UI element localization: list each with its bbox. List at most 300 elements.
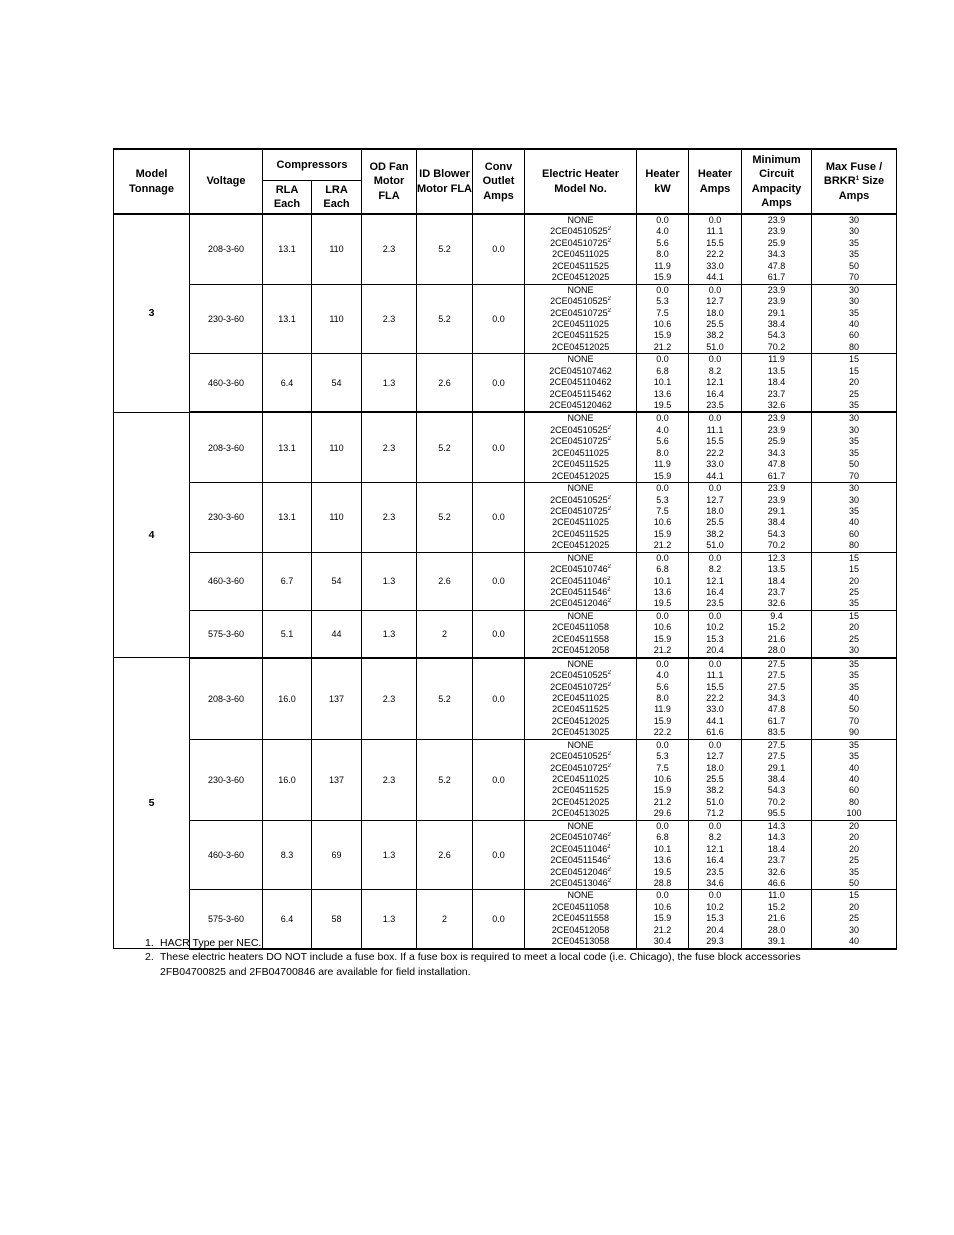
min-circuit-ampacity-item: 23.9	[767, 226, 786, 237]
footnote-text: These electric heaters DO NOT include a fuse box. If a fuse box is required to meet a local code (i.e. Chicago), the fuse block accessories 2FB04700825 and 2FB04700846 are available for field installation.	[160, 951, 801, 978]
min-circuit-ampacity-item: 23.7	[767, 388, 786, 399]
heater-amps	[689, 284, 742, 354]
min-circuit-ampacity-item: 54.3	[767, 330, 786, 341]
heater-model-item: 2CE04511558	[552, 913, 609, 924]
max-fuse-item: 15	[849, 552, 860, 563]
heater-kw-item: 28.8	[653, 877, 672, 888]
heater-kw-item: 15.9	[653, 785, 672, 796]
heater-kw-item: 5.6	[656, 436, 669, 447]
min-circuit-ampacity-item: 9.4	[770, 610, 783, 621]
max-fuse-item: 40	[849, 517, 860, 528]
heater-amps-item: 44.1	[706, 470, 724, 481]
lra-cell: 110	[312, 284, 362, 354]
heater-model	[525, 658, 637, 740]
heater-amps-item: 10.2	[706, 901, 724, 912]
heater-amps-item: 0.0	[708, 820, 722, 831]
max-fuse-item: 15	[849, 610, 860, 621]
footnote-marker: 2	[607, 598, 611, 605]
heater-kw-item: 10.1	[653, 377, 672, 388]
min-circuit-ampacity-item: 23.9	[767, 413, 786, 424]
heater-kw-item: 5.3	[656, 751, 669, 762]
min-circuit-ampacity-item: 15.2	[767, 622, 786, 633]
max-fuse-item: 30	[849, 226, 860, 237]
max-fuse-item: 35	[849, 237, 860, 248]
heater-kw	[637, 552, 689, 610]
heater-model-item: NONE	[567, 354, 594, 365]
min-circuit-ampacity-item: 27.5	[767, 681, 786, 692]
heater-kw-item: 7.5	[656, 307, 669, 318]
conv-outlet-cell: 0.0	[473, 610, 525, 657]
header-heater-kw: Heater kW	[637, 149, 689, 214]
table-row	[114, 214, 897, 284]
heater-amps-item: 8.2	[708, 832, 722, 843]
heater-model-item: 2CE04511546$^2$	[550, 587, 611, 597]
heater-amps-item: 44.1	[706, 272, 724, 283]
heater-model-item: 2CE04512025	[551, 540, 610, 551]
heater-amps-item: 25.5	[706, 517, 724, 528]
min-circuit-ampacity-item: 15.2	[767, 901, 786, 912]
max-fuse-item: 50	[849, 877, 860, 888]
voltage-cell: 230-3-60	[190, 284, 263, 354]
table-row	[114, 610, 897, 657]
heater-amps-item: 33.0	[706, 260, 724, 271]
heater-kw-item: 13.6	[653, 388, 672, 399]
heater-model-item: 2CE04512025	[551, 272, 610, 283]
footnote-number: 2.	[145, 951, 154, 964]
header-compressors: Compressors	[263, 149, 362, 181]
heater-model-item: 2CE04510746$^2$	[550, 832, 611, 843]
footnote-1	[145, 936, 865, 950]
conv-outlet-cell: 0.0	[473, 354, 525, 413]
heater-amps-item: 20.4	[706, 924, 724, 935]
header-electric-heater-model: Electric Heater Model No.	[525, 149, 637, 214]
heater-kw	[637, 610, 689, 657]
heater-amps-item: 15.5	[706, 436, 724, 447]
rla-cell: 16.0	[263, 658, 312, 740]
heater-amps-item: 38.2	[706, 528, 724, 539]
heater-kw-item: 21.2	[653, 796, 672, 807]
heater-model-item: 2CE04511025	[552, 517, 609, 528]
od-fan-fla-cell: 1.3	[362, 820, 417, 890]
max-fuse-item: 15	[849, 354, 860, 365]
footnote-number: 1.	[145, 937, 154, 949]
min-circuit-ampacity	[742, 214, 812, 284]
max-fuse-item: 60	[849, 330, 860, 341]
heater-kw-item: 7.5	[656, 762, 669, 773]
heater-model	[525, 820, 637, 890]
heater-kw-item: 0.0	[656, 413, 669, 424]
conv-outlet-cell: 0.0	[473, 412, 525, 482]
heater-amps-item: 12.7	[706, 296, 724, 307]
min-circuit-ampacity-item: 25.9	[767, 436, 786, 447]
header-minimum-circuit-ampacity: Minimum Circuit Ampacity Amps	[742, 149, 812, 214]
header-heater-amps: Heater Amps	[689, 149, 742, 214]
heater-model-item: 2CE045110462	[549, 377, 612, 388]
heater-model-item: 2CE04511525	[552, 260, 609, 271]
min-circuit-ampacity-item: 54.3	[767, 785, 786, 796]
heater-amps-item: 18.0	[706, 307, 724, 318]
heater-amps	[689, 552, 742, 610]
table-row	[114, 412, 897, 482]
heater-amps-item: 51.0	[706, 796, 724, 807]
max-fuse-item: 20	[849, 843, 860, 854]
footnote-marker: 2	[607, 877, 611, 884]
heater-model-item: 2CE04510725$^2$	[550, 436, 611, 447]
heater-amps	[689, 820, 742, 890]
min-circuit-ampacity-item: 34.3	[767, 249, 786, 260]
heater-amps-item: 15.3	[706, 633, 724, 644]
max-fuse-item: 70	[849, 715, 860, 726]
max-fuse-item: 40	[849, 936, 860, 947]
header-rla-each: RLA Each	[263, 181, 312, 215]
heater-amps-item: 23.5	[706, 400, 724, 410]
heater-model-item: 2CE04510725$^2$	[550, 762, 611, 773]
max-fuse-item: 20	[849, 575, 860, 586]
heater-amps-item: 8.2	[708, 564, 722, 575]
heater-amps-item: 8.2	[708, 365, 722, 376]
heater-kw-item: 10.1	[653, 843, 672, 854]
max-fuse	[812, 214, 897, 284]
heater-kw-item: 30.4	[653, 936, 672, 947]
heater-kw	[637, 354, 689, 413]
id-blower-fla-cell: 2	[417, 890, 473, 949]
min-circuit-ampacity-item: 21.6	[767, 633, 786, 644]
heater-kw-item: 10.6	[653, 622, 672, 633]
heater-kw-item: 0.0	[656, 890, 669, 901]
heater-kw	[637, 214, 689, 284]
min-circuit-ampacity-item: 11.9	[768, 354, 785, 365]
heater-model-item: 2CE04511525	[552, 459, 609, 470]
heater-amps	[689, 658, 742, 740]
conv-outlet-cell: 0.0	[473, 552, 525, 610]
min-circuit-ampacity-item: 39.1	[767, 936, 786, 947]
heater-model-item: 2CE04510525$^2$	[550, 226, 611, 237]
max-fuse-item: 100	[846, 808, 862, 819]
heater-model-item: 2CE04510525$^2$	[550, 424, 611, 435]
od-fan-fla-cell: 2.3	[362, 483, 417, 553]
od-fan-fla-cell: 2.3	[362, 658, 417, 740]
footnote-marker: 2	[607, 587, 611, 593]
heater-amps	[689, 610, 742, 657]
lra-cell: 110	[312, 412, 362, 482]
heater-amps	[689, 739, 742, 820]
heater-model	[525, 284, 637, 354]
heater-model-item: 2CE04513025	[551, 727, 610, 738]
heater-model-item: 2CE04510525$^2$	[550, 751, 611, 762]
footnote-marker: 2	[607, 681, 611, 688]
heater-amps-item: 51.0	[706, 341, 724, 352]
min-circuit-ampacity-item: 23.7	[767, 855, 786, 866]
max-fuse	[812, 658, 897, 740]
heater-model-item: 2CE04511546$^2$	[550, 855, 611, 866]
brkr-label: BRKR	[823, 175, 856, 188]
heater-kw-item: 0.0	[656, 610, 669, 621]
heater-amps-item: 0.0	[708, 284, 722, 295]
heater-amps-item: 33.0	[706, 704, 724, 715]
max-fuse-item: 35	[849, 751, 860, 762]
heater-amps-item: 33.0	[706, 459, 724, 470]
heater-kw-item: 6.8	[656, 832, 669, 843]
heater-model-item: 2CE04511058	[552, 622, 609, 633]
heater-kw-item: 10.6	[653, 901, 672, 912]
heater-kw-item: 29.6	[653, 808, 672, 819]
heater-model-item: 2CE04512058	[551, 924, 610, 935]
heater-amps-item: 25.5	[706, 774, 724, 784]
conv-outlet-cell: 0.0	[473, 890, 525, 949]
rla-cell: 13.1	[263, 483, 312, 553]
max-fuse-item: 35	[849, 307, 860, 318]
heater-amps-item: 25.5	[706, 318, 724, 329]
heater-amps-item: 10.2	[706, 622, 724, 633]
heater-model-item: 2CE04511525	[552, 704, 609, 715]
table-header	[114, 149, 897, 214]
table-row	[114, 284, 897, 354]
heater-model-item: 2CE04511046$^2$	[550, 575, 611, 586]
max-fuse-item: 20	[849, 901, 860, 912]
heater-amps-item: 0.0	[708, 658, 722, 669]
min-circuit-ampacity	[742, 820, 812, 890]
model-tonnage-cell: 4	[114, 412, 190, 657]
heater-model-item: 2CE04511058	[552, 901, 609, 912]
heater-model-item: 2CE04511025	[552, 692, 609, 703]
heater-kw-item: 0.0	[656, 284, 669, 295]
heater-amps-item: 12.1	[706, 575, 724, 586]
min-circuit-ampacity	[742, 552, 812, 610]
max-fuse-item: 60	[849, 785, 860, 796]
heater-kw-item: 5.3	[656, 296, 669, 307]
heater-kw-item: 13.6	[653, 587, 672, 597]
heater-model-item: 2CE045120462	[549, 400, 612, 410]
min-circuit-ampacity-item: 95.5	[767, 808, 786, 819]
rla-cell: 8.3	[263, 820, 312, 890]
min-circuit-ampacity-item: 47.8	[767, 704, 786, 715]
heater-amps-item: 0.0	[708, 552, 722, 563]
max-fuse-item: 70	[849, 470, 860, 481]
heater-model-item: 2CE04510725$^2$	[550, 307, 611, 318]
max-fuse-item: 30	[849, 645, 860, 656]
max-fuse-item: 30	[849, 483, 860, 494]
max-fuse-label: Max Fuse /	[825, 160, 883, 173]
heater-kw-item: 21.2	[653, 540, 672, 551]
header-max-fuse-brkr	[812, 149, 897, 214]
max-fuse-item: 40	[849, 692, 860, 703]
heater-kw-item: 15.9	[653, 272, 672, 283]
min-circuit-ampacity-item: 83.5	[767, 727, 786, 738]
heater-kw-item: 21.2	[653, 924, 672, 935]
header-model-tonnage: Model Tonnage	[114, 149, 190, 214]
heater-amps	[689, 483, 742, 553]
lra-cell: 137	[312, 658, 362, 740]
min-circuit-ampacity-item: 23.9	[767, 483, 786, 494]
min-circuit-ampacity-item: 38.4	[767, 774, 786, 784]
max-fuse-item: 90	[849, 727, 860, 738]
min-circuit-ampacity-item: 28.0	[767, 924, 786, 935]
heater-kw	[637, 820, 689, 890]
table-row	[114, 739, 897, 820]
heater-model-item: NONE	[567, 284, 594, 295]
rla-cell: 13.1	[263, 284, 312, 354]
conv-outlet-cell: 0.0	[473, 739, 525, 820]
max-fuse-item: 35	[849, 505, 860, 516]
max-fuse-item: 40	[849, 774, 860, 784]
min-circuit-ampacity-item: 70.2	[767, 540, 786, 551]
heater-kw-item: 0.0	[656, 215, 669, 225]
max-fuse-item: 70	[849, 272, 860, 283]
min-circuit-ampacity-item: 29.1	[767, 762, 786, 773]
min-circuit-ampacity-item: 13.5	[767, 564, 786, 575]
lra-cell: 137	[312, 739, 362, 820]
heater-model-item: NONE	[567, 413, 594, 424]
table-body	[114, 214, 897, 949]
footnote-marker: 2	[607, 237, 611, 244]
voltage-cell: 230-3-60	[190, 739, 263, 820]
conv-outlet-cell: 0.0	[473, 214, 525, 284]
heater-kw-item: 22.2	[653, 727, 672, 738]
heater-kw-item: 13.6	[653, 855, 672, 866]
heater-amps-item: 11.1	[706, 424, 724, 435]
min-circuit-ampacity-item: 11.0	[768, 890, 785, 901]
min-circuit-ampacity-item: 54.3	[767, 528, 786, 539]
id-blower-fla-cell: 5.2	[417, 739, 473, 820]
min-circuit-ampacity-item: 32.6	[767, 598, 786, 609]
max-fuse	[812, 412, 897, 482]
max-fuse-item: 30	[849, 284, 860, 295]
heater-model-item: 2CE04512025	[551, 341, 610, 352]
heater-kw-item: 0.0	[656, 552, 669, 563]
heater-kw-item: 11.9	[654, 459, 671, 470]
heater-amps-item: 23.5	[706, 598, 724, 609]
header-conv-outlet-amps: Conv Outlet Amps	[473, 149, 525, 214]
max-fuse-item: 30	[849, 296, 860, 307]
heater-kw-item: 4.0	[656, 424, 669, 435]
heater-kw-item: 11.9	[654, 704, 671, 715]
heater-amps	[689, 214, 742, 284]
max-fuse-item: 50	[849, 459, 860, 470]
heater-model	[525, 610, 637, 657]
rla-cell: 5.1	[263, 610, 312, 657]
footnote-marker: 2	[607, 505, 611, 512]
min-circuit-ampacity	[742, 610, 812, 657]
max-fuse-item: 25	[849, 855, 860, 866]
min-circuit-ampacity-item: 23.9	[767, 494, 786, 505]
heater-model-item: 2CE04510525$^2$	[550, 670, 611, 681]
heater-amps-item: 34.6	[706, 877, 724, 888]
footnote-marker: 2	[607, 494, 611, 501]
footnote-marker: 2	[607, 436, 611, 443]
electric-heater-spec-table	[113, 148, 897, 950]
min-circuit-ampacity	[742, 354, 812, 413]
heater-kw	[637, 658, 689, 740]
min-circuit-ampacity-item: 18.4	[767, 377, 786, 388]
min-circuit-ampacity-item: 18.4	[767, 575, 786, 586]
heater-model-item: 2CE04512025	[551, 715, 610, 726]
heater-kw-item: 15.9	[653, 913, 672, 924]
heater-amps-item: 12.1	[706, 377, 724, 388]
heater-kw-item: 5.6	[656, 237, 669, 248]
footnote-text: HACR Type per NEC.	[160, 937, 262, 949]
min-circuit-ampacity-item: 61.7	[767, 470, 786, 481]
max-fuse-item: 30	[849, 494, 860, 505]
heater-kw-item: 10.6	[653, 517, 672, 528]
max-fuse-item: 80	[849, 540, 860, 551]
min-circuit-ampacity-item: 29.1	[767, 505, 786, 516]
heater-amps-item: 16.4	[706, 855, 724, 866]
voltage-cell: 208-3-60	[190, 412, 263, 482]
heater-amps-item: 18.0	[706, 505, 724, 516]
heater-kw-item: 4.0	[656, 226, 669, 237]
max-fuse-item: 40	[849, 318, 860, 329]
max-fuse-item: 50	[849, 704, 860, 715]
min-circuit-ampacity-item: 23.9	[767, 215, 786, 225]
min-circuit-ampacity-item: 27.5	[767, 658, 786, 669]
od-fan-fla-cell: 2.3	[362, 412, 417, 482]
heater-kw-item: 0.0	[656, 739, 669, 750]
rla-cell: 6.4	[263, 354, 312, 413]
footnote-marker: 2	[607, 762, 611, 769]
footnote-marker: 2	[607, 866, 611, 873]
heater-model-item: 2CE04510725$^2$	[550, 505, 611, 516]
heater-kw-item: 10.6	[653, 774, 672, 784]
min-circuit-ampacity-item: 14.3	[767, 820, 786, 831]
min-circuit-ampacity-item: 38.4	[767, 517, 786, 528]
heater-amps-item: 12.7	[706, 494, 724, 505]
heater-kw	[637, 483, 689, 553]
max-fuse-item: 25	[849, 587, 860, 597]
heater-kw-item: 11.9	[654, 260, 671, 271]
heater-amps-item: 0.0	[708, 413, 722, 424]
min-circuit-ampacity-item: 70.2	[767, 341, 786, 352]
max-fuse	[812, 739, 897, 820]
heater-amps-item: 12.7	[706, 751, 724, 762]
max-fuse-item: 35	[849, 249, 860, 260]
heater-kw	[637, 412, 689, 482]
table-row	[114, 552, 897, 610]
id-blower-fla-cell: 2.6	[417, 552, 473, 610]
heater-kw-item: 15.9	[653, 715, 672, 726]
id-blower-fla-cell: 5.2	[417, 412, 473, 482]
max-fuse-item: 15	[849, 564, 860, 575]
heater-kw-item: 0.0	[656, 658, 669, 669]
footnote-marker: 2	[607, 226, 611, 233]
heater-kw-item: 10.6	[653, 318, 672, 329]
max-fuse-item: 30	[849, 424, 860, 435]
heater-kw-item: 15.9	[653, 633, 672, 644]
heater-amps-item: 11.1	[706, 226, 724, 237]
max-fuse	[812, 820, 897, 890]
id-blower-fla-cell: 5.2	[417, 658, 473, 740]
max-fuse-item: 35	[849, 670, 860, 681]
footnote-marker: 2	[607, 296, 611, 303]
min-circuit-ampacity	[742, 284, 812, 354]
max-fuse-item: 80	[849, 796, 860, 807]
heater-kw-item: 6.8	[656, 365, 669, 376]
heater-model	[525, 483, 637, 553]
heater-model-item: 2CE04512046$^2$	[550, 866, 611, 877]
heater-model	[525, 214, 637, 284]
header-od-fan-motor-fla: OD Fan Motor FLA	[362, 149, 417, 214]
heater-kw-item: 7.5	[656, 505, 669, 516]
min-circuit-ampacity-item: 13.5	[767, 365, 786, 376]
voltage-cell: 460-3-60	[190, 354, 263, 413]
heater-amps-item: 12.1	[706, 843, 724, 854]
max-fuse-item: 80	[849, 341, 860, 352]
heater-amps-item: 23.5	[706, 866, 724, 877]
max-fuse-item: 20	[849, 377, 860, 388]
min-circuit-ampacity-item: 12.3	[767, 552, 786, 563]
min-circuit-ampacity-item: 21.6	[767, 913, 786, 924]
max-fuse	[812, 610, 897, 657]
heater-kw-item: 0.0	[656, 354, 669, 365]
